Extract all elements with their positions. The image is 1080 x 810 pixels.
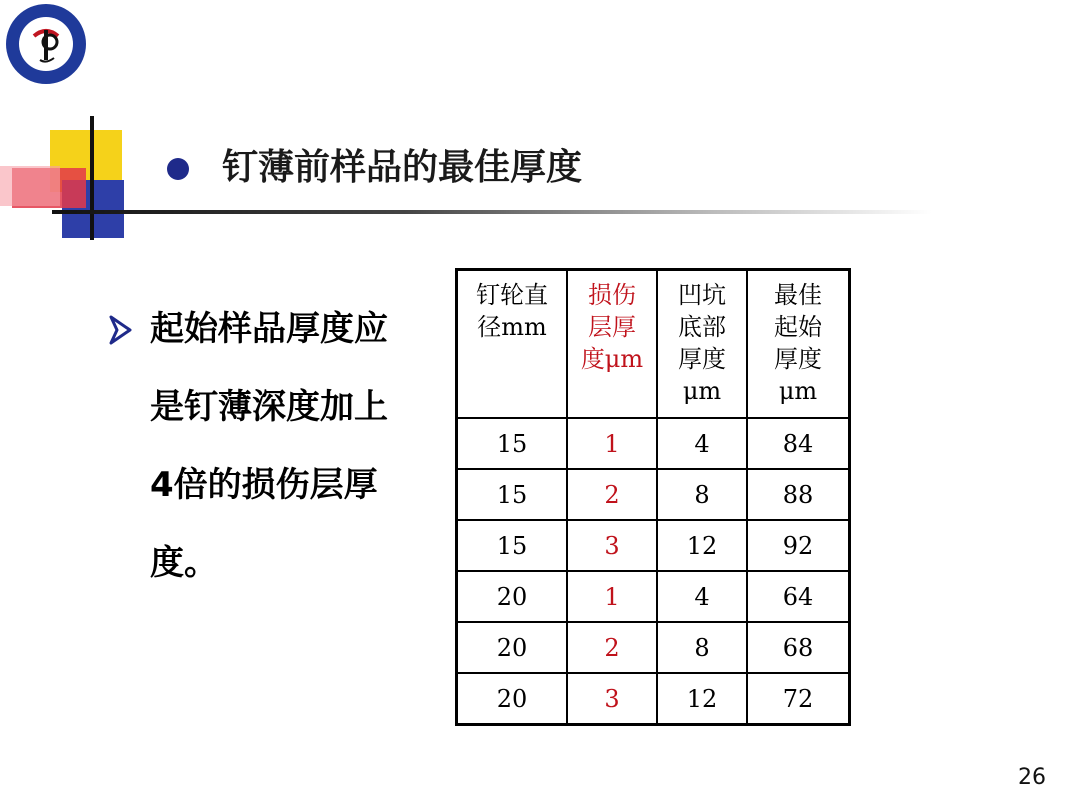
cell: 15	[457, 418, 568, 469]
page-number: 26	[1018, 765, 1046, 790]
cell: 72	[747, 673, 850, 725]
header-wheel-diameter: 钉轮直 径mm	[457, 270, 568, 419]
title-bullet	[167, 158, 189, 180]
cell: 84	[747, 418, 850, 469]
table-row	[457, 571, 850, 622]
cell: 12	[657, 673, 747, 725]
cell: 2	[567, 622, 657, 673]
title-underline	[52, 210, 932, 214]
cell: 92	[747, 520, 850, 571]
table-header-row	[457, 270, 850, 419]
cell: 3	[567, 673, 657, 725]
cell: 1	[567, 571, 657, 622]
cell: 20	[457, 571, 568, 622]
cell: 88	[747, 469, 850, 520]
bullet-text	[150, 290, 420, 602]
cell: 2	[567, 469, 657, 520]
cell: 15	[457, 520, 568, 571]
cell: 20	[457, 673, 568, 725]
header-optimal-start: 最佳 起始 厚度 μm	[747, 270, 850, 419]
arrow-bullet-icon	[108, 314, 134, 346]
table-row	[457, 622, 850, 673]
bullet-line: 起始样品厚度应	[150, 309, 388, 349]
cell: 12	[657, 520, 747, 571]
institute-logo	[4, 2, 88, 86]
cell: 20	[457, 622, 568, 673]
bullet-line: 是钉薄深度加上	[150, 387, 388, 427]
cell: 8	[657, 622, 747, 673]
table-row	[457, 520, 850, 571]
cell: 68	[747, 622, 850, 673]
header-damage-layer: 损伤 层厚 度μm	[567, 270, 657, 419]
cell: 15	[457, 469, 568, 520]
bullet-line: 4倍的损伤层厚	[150, 465, 378, 505]
cell: 1	[567, 418, 657, 469]
cell: 64	[747, 571, 850, 622]
table-row	[457, 469, 850, 520]
cell: 4	[657, 418, 747, 469]
cell: 4	[657, 571, 747, 622]
slide-title: 钉薄前样品的最佳厚度	[222, 147, 583, 188]
table-row	[457, 673, 850, 725]
cell: 3	[567, 520, 657, 571]
decorative-squares	[0, 110, 160, 250]
table-row	[457, 418, 850, 469]
header-dimple-bottom: 凹坑 底部 厚度 μm	[657, 270, 747, 419]
bullet-line: 度。	[150, 543, 218, 583]
cell: 8	[657, 469, 747, 520]
thickness-table	[455, 268, 851, 726]
